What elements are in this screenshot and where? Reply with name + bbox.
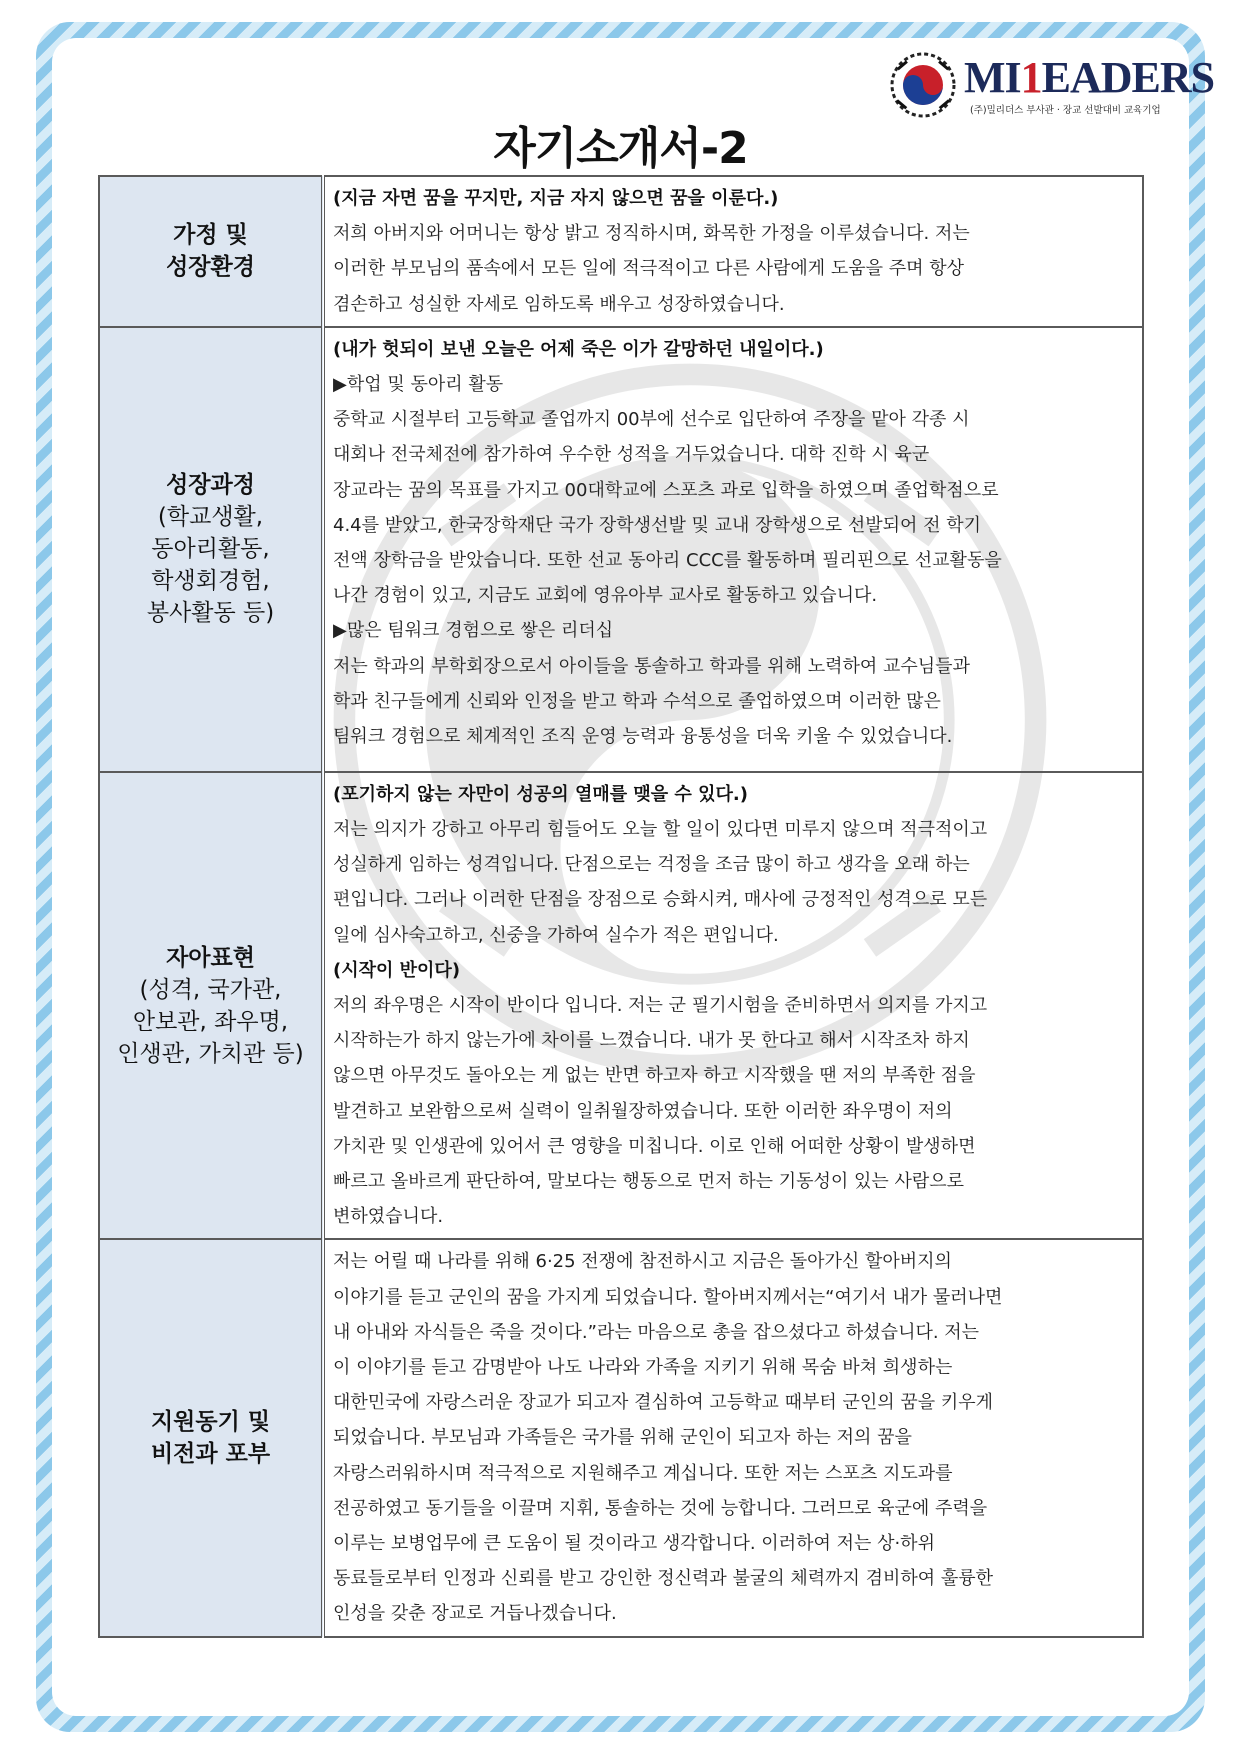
content-line: 저의 좌우명은 시작이 반이다 입니다. 저는 군 필기시험을 준비하면서 의지를 가지고 [333,995,988,1017]
content-line: 이야기를 듣고 군인의 꿈을 가지게 되었습니다. 할아버지께서는“여기서 내가 물러나면 [333,1286,1003,1308]
section-label-line: 지원동기 및 [150,1409,271,1436]
content-line: 팀워크 경험으로 체계적인 조직 운영 능력과 융통성을 더욱 키울 수 있었습니다. [333,726,953,748]
content-line: 겸손하고 성실한 자세로 임하도록 배우고 성장하였습니다. [333,293,785,315]
section-label-line: (학교생활, [157,504,264,531]
brand-wordmark: MI1EADERS [964,53,1215,102]
section-content [323,327,1143,772]
section-quote: (지금 자면 꿈을 꾸지만, 지금 자지 않으면 꿈을 이룬다.) [333,188,779,209]
content-line: 성실하게 임하는 성격입니다. 단점으로는 걱정을 조금 많이 하고 생각을 오래 하는 [333,854,970,876]
section-label-line: 가정 및 [173,222,248,249]
document-title: 자기소개서-2 [493,123,748,174]
section-content [323,176,1143,327]
content-line: ▶학업 및 동아리 활동 [333,374,504,396]
section-label-line: 봉사활동 등) [146,600,275,627]
content-line: 변하였습니다. [333,1206,444,1228]
content-line: 전공하였고 동기들을 이끌며 지휘, 통솔하는 것에 능합니다. 그러므로 육군에 주력을 [333,1497,988,1519]
section-label-line: 학생회경험, [151,568,270,595]
content-line: 동료들로부터 인정과 신뢰를 받고 강인한 정신력과 불굴의 체력까지 겸비하여 훌륭한 [333,1568,994,1590]
content-line: 일에 심사숙고하고, 신중을 가하여 실수가 적은 편입니다. [333,924,779,946]
content-line: 저는 학과의 부학회장으로서 아이들을 통솔하고 학과를 위해 노력하여 교수님들과 [333,655,970,677]
section-label-line: 자아표현 [166,944,255,971]
section-quote: (시작이 반이다) [333,959,461,981]
content-line: 인성을 갖춘 장교로 거듭나겠습니다. [333,1603,617,1625]
section-label [99,1239,323,1636]
section-quote: (포기하지 않는 자만이 성공의 열매를 맺을 수 있다.) [333,783,748,805]
content-line: 가치관 및 인생관에 있어서 큰 영향을 미칩니다. 이로 인해 어떠한 상황이 발생하면 [333,1135,976,1157]
korean-flag-emblem-icon [890,52,956,118]
section-label-line: 성장환경 [166,254,255,281]
section-label [99,327,323,772]
content-line: 이루는 보병업무에 큰 도움이 될 것이라고 생각합니다. 이러하여 저는 상·하위 [333,1533,935,1555]
brand-tagline: (주)밀리더스 부사관 · 장교 선발대비 교육기업 [970,105,1161,116]
content-line: 자랑스러워하시며 적극적으로 지원해주고 계십니다. 또한 저는 스포츠 지도과를 [333,1462,953,1484]
content-line: 편입니다. 그러나 이러한 단점을 장점으로 승화시켜, 매사에 긍정적인 성격으로 모든 [333,889,988,911]
content-line: 이 이야기를 듣고 감명받아 나도 나라와 가족을 지키기 위해 목숨 바쳐 희생하는 [333,1357,953,1379]
content-line: 않으면 아무것도 돌아오는 게 없는 반면 하고자 하고 시작했을 땐 저의 부족한 점을 [333,1065,976,1087]
content-line: 이러한 부모님의 품속에서 모든 일에 적극적이고 다른 사람에게 도움을 주며 항상 [333,258,965,280]
section-row [99,176,1143,327]
content-line: 장교라는 꿈의 목표를 가지고 00대학교에 스포츠 과로 입학을 하였으며 졸업학점으로 [333,479,999,501]
content-line: 시작하는가 하지 않는가에 차이를 느꼈습니다. 내가 못 한다고 해서 시작조차 하지 [333,1030,970,1052]
content-line: 되었습니다. 부모님과 가족들은 국가를 위해 군인이 되고자 하는 저의 꿈을 [333,1427,912,1449]
content-line: 빠르고 올바르게 판단하여, 말보다는 행동으로 먼저 하는 기동성이 있는 사람으로 [333,1171,965,1193]
content-line: 대회나 전국체전에 참가하여 우수한 성적을 거두었습니다. 대학 진학 시 육군 [333,444,930,466]
content-line: ▶많은 팀워크 경험으로 쌓은 리더십 [333,620,614,642]
section-quote: (내가 헛되이 보낸 오늘은 어제 죽은 이가 갈망하던 내일이다.) [333,338,824,360]
section-label-line: 안보관, 좌우명, [132,1008,289,1035]
section-row [99,327,1143,772]
section-label-line: (성격, 국가관, [139,976,282,1003]
section-row [99,772,1143,1240]
content-line: 중학교 시절부터 고등학교 졸업까지 00부에 선수로 입단하여 주장을 맡아 각종 시 [333,409,970,431]
content-line: 저는 의지가 강하고 아무리 힘들어도 오늘 할 일이 있다면 미루지 않으며 적극적이고 [333,819,988,841]
section-label-line: 성장과정 [166,472,255,499]
section-content [323,772,1143,1240]
content-line: 저는 어릴 때 나라를 위해 6·25 전쟁에 참전하시고 지금은 돌아가신 할아버지의 [333,1251,952,1273]
section-label-line: 인생관, 가치관 등) [117,1040,304,1067]
content-line: 내 아내와 자식들은 죽을 것이다.”라는 마음으로 총을 잡으셨다고 하셨습니다. 저는 [333,1321,980,1343]
content-line: 저희 아버지와 어머니는 항상 밝고 정직하시며, 화목한 가정을 이루셨습니다. 저는 [333,223,970,245]
section-row [99,1239,1143,1636]
section-label [99,772,323,1240]
content-line: 전액 장학금을 받았습니다. 또한 선교 동아리 CCC를 활동하며 필리핀으로 선교활동을 [333,550,1002,572]
section-label-line: 비전과 포부 [150,1441,271,1468]
content-line: 발견하고 보완함으로써 실력이 일취월장하였습니다. 또한 이러한 좌우명이 저의 [333,1100,953,1122]
content-line: 대한민국에 자랑스러운 장교가 되고자 결심하여 고등학교 때부터 군인의 꿈을 키우게 [333,1392,994,1414]
section-content [323,1239,1143,1636]
content-line: 나간 경험이 있고, 지금도 교회에 영유아부 교사로 활동하고 있습니다. [333,585,878,607]
self-introduction-table [98,175,1144,1638]
section-label [99,176,323,327]
content-line: 4.4를 받았고, 한국장학재단 국가 장학생선발 및 교내 장학생으로 선발되어 전 학기 [333,514,981,536]
section-label-line: 동아리활동, [151,536,270,563]
content-line: 학과 친구들에게 신뢰와 인정을 받고 학과 수석으로 졸업하였으며 이러한 많은 [333,690,941,712]
